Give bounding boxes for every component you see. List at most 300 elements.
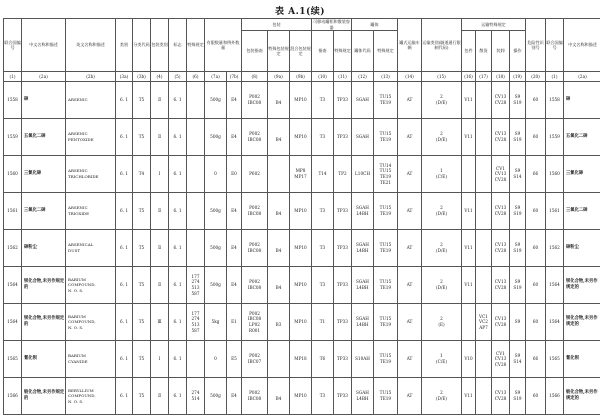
cell-tank-special: TP2 — [334, 156, 352, 193]
column-number: (10) — [312, 72, 334, 82]
cell-english-name: ARSENIC TRICHLORIDE — [66, 156, 116, 193]
cell-excepted-quantity: E4 — [227, 230, 242, 267]
cell-chinese-name: 砷粉尘 — [22, 230, 66, 267]
cell-packing-group: Ⅱ — [151, 230, 169, 267]
cell-tank-special-provisions: TU14 TU15 TE19 TE21 — [374, 156, 398, 193]
cell-transport-category: 2 (D/E) — [422, 82, 462, 119]
col-header-tank-special-provisions: 特殊规定 — [374, 31, 398, 72]
cell-transport-category: 2 (D/E) — [422, 119, 462, 156]
col-header-mixed-packing: 混合包装规定 — [290, 31, 312, 72]
cell-packing-instructions: P002 IBC08 LP02 R001 — [242, 304, 268, 341]
cell-special-packing: B4 — [268, 378, 290, 415]
cell-packing-instructions: P602 — [242, 156, 268, 193]
cell-operation-provision: S9 S19 — [510, 193, 526, 230]
table-row — [4, 230, 600, 267]
cell-bulk-provision — [476, 119, 492, 156]
cell-loading-provision: CV13 CV28 — [492, 267, 510, 304]
cell-class: 6. 1 — [116, 193, 133, 230]
cell-english-name: BARIUM CYANIDE — [66, 341, 116, 378]
cell-limited-quantity: 500g — [205, 193, 227, 230]
cell-packing-instructions: P002 IBC08 — [242, 119, 268, 156]
cell-operation-provision: S9 S19 — [510, 119, 526, 156]
cell-hazard-id: 60 — [526, 119, 546, 156]
cell-chinese-name: 砷 — [22, 82, 66, 119]
col-header-class: 类别 — [116, 19, 133, 72]
cell-chinese-name: 氰化钡 — [22, 341, 66, 378]
cell-mixed-packing: MP10 — [290, 267, 312, 304]
cell-limited-quantity: 0 — [205, 341, 227, 378]
cell-classification-code: T5 — [133, 119, 151, 156]
col-header-un-number-right: 联合国编号 — [546, 19, 564, 72]
cell-label: 6. 1 — [169, 267, 187, 304]
cell-bulk-provision — [476, 156, 492, 193]
cell-excepted-quantity: E5 — [227, 341, 242, 378]
cell-label: 6. 1 — [169, 156, 187, 193]
cell-classification-code: T5 — [133, 267, 151, 304]
col-header-chinese-name: 中文名称和描述 — [22, 19, 66, 72]
cell-packages-provision — [462, 304, 476, 341]
cell-un-number: 1562 — [4, 230, 22, 267]
cell-mixed-packing: MP10 — [290, 230, 312, 267]
cell-packing-instructions: P002 IBC08 — [242, 82, 268, 119]
cell-tank-instructions: T3 — [312, 193, 334, 230]
col-header-special-packing: 特殊包装规定 — [268, 31, 290, 72]
cell-packing-group: Ⅱ — [151, 378, 169, 415]
cell-limited-quantity: 500g — [205, 230, 227, 267]
column-number: (1) — [546, 72, 564, 82]
cell-bulk-provision — [476, 82, 492, 119]
cell-limited-quantity: 500g — [205, 378, 227, 415]
cell-un-number: 1561 — [4, 193, 22, 230]
cell-hazard-id: 60 — [526, 193, 546, 230]
cell-un-number-right: 1564 — [546, 267, 564, 304]
cell-packages-provision: V11 — [462, 267, 476, 304]
column-number: (15) — [422, 72, 462, 82]
cell-mixed-packing: MP10 — [290, 119, 312, 156]
cell-operation-provision: S9 S19 — [510, 230, 526, 267]
cell-tank-special: TP33 — [334, 341, 352, 378]
cell-un-number-right: 1558 — [546, 82, 564, 119]
cell-special-provisions — [187, 230, 205, 267]
cell-excepted-quantity: E4 — [227, 119, 242, 156]
col-header-special-provisions-transport: 运输特殊规定 — [462, 19, 526, 31]
cell-packages-provision — [462, 156, 476, 193]
table-row — [4, 82, 600, 119]
cell-loading-provision: CV1 CV13 CV28 — [492, 341, 510, 378]
cell-class: 6. 1 — [116, 304, 133, 341]
cell-un-number: 1560 — [4, 156, 22, 193]
column-number: (1) — [4, 72, 22, 82]
column-number: (18) — [492, 72, 510, 82]
cell-tank-special: TP33 — [334, 119, 352, 156]
cell-tank-vehicle: AT — [398, 341, 422, 378]
cell-un-number: 1559 — [4, 119, 22, 156]
cell-packing-instructions: P002 IBC08 — [242, 230, 268, 267]
table-row — [4, 304, 600, 341]
cell-bulk-provision — [476, 341, 492, 378]
cell-tank-code: SGAH L4BH — [352, 267, 374, 304]
column-number: (2b) — [66, 72, 116, 82]
cell-operation-provision: S9 S19 — [510, 267, 526, 304]
column-number: (16) — [462, 72, 476, 82]
cell-tank-vehicle: AT — [398, 119, 422, 156]
cell-bulk-provision: VC1 VC2 AP7 — [476, 304, 492, 341]
col-header-classification-code: 分类代码 — [133, 19, 151, 72]
cell-operation-provision: S9 S19 — [510, 378, 526, 415]
column-number: (3b) — [133, 72, 151, 82]
column-number: (5) — [169, 72, 187, 82]
cell-special-packing: B4 — [268, 193, 290, 230]
col-header-bulk: 散货 — [476, 31, 492, 72]
cell-transport-category: 1 (C/E) — [422, 341, 462, 378]
cell-tank-code: SGAH — [352, 119, 374, 156]
cell-packing-group: Ⅱ — [151, 119, 169, 156]
cell-class: 6. 1 — [116, 230, 133, 267]
col-header-packages: 包件 — [462, 31, 476, 72]
cell-class: 6. 1 — [116, 378, 133, 415]
col-header-packing-group: 包装类别 — [151, 19, 169, 72]
cell-special-provisions: 177 274 513 587 — [187, 304, 205, 341]
cell-tank-instructions: T3 — [312, 82, 334, 119]
cell-mixed-packing: MP10 — [290, 304, 312, 341]
cell-tank-special-provisions: TU15 TE19 — [374, 304, 398, 341]
cell-chinese-name: 钡化合物,未另作规定的 — [22, 267, 66, 304]
cell-special-packing: B4 — [268, 267, 290, 304]
cell-english-name: BERYLLIUM COMPOUND, N. O. S. — [66, 378, 116, 415]
cell-label: 6. 1 — [169, 82, 187, 119]
cell-classification-code: T5 — [133, 193, 151, 230]
cell-loading-provision: CV13 CV28 — [492, 230, 510, 267]
cell-tank-special: TP33 — [334, 82, 352, 119]
cell-special-packing: B3 — [268, 304, 290, 341]
cell-tank-code: SGAH — [352, 82, 374, 119]
cell-chinese-name-right: 钡化合物,未另作规定的 — [564, 304, 600, 341]
cell-transport-category: 1 (C/E) — [422, 156, 462, 193]
cell-label: 6. 1 — [169, 304, 187, 341]
col-header-tank-vehicle: 罐式运输车辆 — [398, 19, 422, 72]
dangerous-goods-table — [3, 18, 600, 415]
cell-un-number: 1564 — [4, 304, 22, 341]
col-header-transport-category: 运输类别(隧道通行限制代码) — [422, 19, 462, 72]
cell-packages-provision: V10 — [462, 341, 476, 378]
cell-label: 6. 1 — [169, 230, 187, 267]
cell-packages-provision: V11 — [462, 193, 476, 230]
cell-tank-special: TP33 — [334, 230, 352, 267]
cell-classification-code: T5 — [133, 341, 151, 378]
column-number: (17) — [476, 72, 492, 82]
cell-classification-code: T5 — [133, 230, 151, 267]
cell-loading-provision: CV13 CV28 — [492, 304, 510, 341]
cell-tank-special-provisions: TU15 TE19 — [374, 193, 398, 230]
col-header-special-provisions: 特殊规定 — [187, 19, 205, 72]
cell-mixed-packing: MP10 — [290, 82, 312, 119]
cell-tank-vehicle: AT — [398, 156, 422, 193]
cell-class: 6. 1 — [116, 82, 133, 119]
cell-special-packing: B4 — [268, 82, 290, 119]
cell-loading-provision: CV1 CV13 CV28 — [492, 156, 510, 193]
cell-class: 6. 1 — [116, 267, 133, 304]
cell-un-number: 1566 — [4, 378, 22, 415]
table-row — [4, 119, 600, 156]
cell-un-number: 1558 — [4, 82, 22, 119]
column-number: (7b) — [227, 72, 242, 82]
table-row — [4, 341, 600, 378]
cell-transport-category: 2 (D/E) — [422, 267, 462, 304]
cell-bulk-provision — [476, 230, 492, 267]
cell-class: 6. 1 — [116, 119, 133, 156]
cell-tank-vehicle: AT — [398, 304, 422, 341]
cell-tank-instructions: T3 — [312, 267, 334, 304]
cell-packing-instructions: P002 IBC08 — [242, 267, 268, 304]
cell-special-provisions — [187, 341, 205, 378]
cell-loading-provision: CV13 CV28 — [492, 82, 510, 119]
cell-classification-code: T5 — [133, 82, 151, 119]
cell-classification-code: T4 — [133, 156, 151, 193]
cell-chinese-name: 三氯化砷 — [22, 156, 66, 193]
cell-tank-special: TP33 — [334, 267, 352, 304]
cell-excepted-quantity: E1 — [227, 304, 242, 341]
col-header-operation: 操作 — [510, 31, 526, 72]
cell-chinese-name-right: 三氧化二砷 — [564, 193, 600, 230]
col-header-english-name: 英文名称和描述 — [66, 19, 116, 72]
cell-un-number-right: 1561 — [546, 193, 564, 230]
column-number: (3a) — [116, 72, 133, 82]
cell-special-provisions — [187, 119, 205, 156]
cell-packing-instructions: P002 IBC08 — [242, 378, 268, 415]
col-header-labels: 标志 — [169, 19, 187, 72]
cell-packages-provision: V11 — [462, 82, 476, 119]
cell-chinese-name-right: 砷 — [564, 82, 600, 119]
cell-special-packing: B4 — [268, 119, 290, 156]
cell-hazard-id: 60 — [526, 378, 546, 415]
cell-english-name: BARIUM COMPOUND, N. O. S. — [66, 304, 116, 341]
col-header-un-number: 联合国编号 — [4, 19, 22, 72]
cell-packing-instructions: P002 IBC08 — [242, 193, 268, 230]
cell-packages-provision: V11 — [462, 230, 476, 267]
column-number: (14) — [398, 72, 422, 82]
cell-label: 6. 1 — [169, 193, 187, 230]
cell-packages-provision: V11 — [462, 378, 476, 415]
column-number: (2a) — [564, 72, 600, 82]
column-number: (20) — [526, 72, 546, 82]
cell-un-number-right: 1560 — [546, 156, 564, 193]
col-header-packing-instructions: 包装指南 — [242, 31, 268, 72]
cell-transport-category: 2 (D/E) — [422, 193, 462, 230]
cell-bulk-provision — [476, 267, 492, 304]
cell-tank-special: TP33 — [334, 378, 352, 415]
cell-special-packing — [268, 156, 290, 193]
cell-limited-quantity: 0 — [205, 156, 227, 193]
cell-limited-quantity: 500g — [205, 119, 227, 156]
cell-loading-provision: CV13 CV28 — [492, 119, 510, 156]
cell-chinese-name: 三氧化二砷 — [22, 193, 66, 230]
cell-chinese-name-right: 铍化合物,未另作规定的 — [564, 378, 600, 415]
cell-mixed-packing: MP10 — [290, 378, 312, 415]
cell-tank-special-provisions: TU15 TE19 — [374, 341, 398, 378]
cell-tank-vehicle: AT — [398, 378, 422, 415]
col-header-tank-special: 特殊规定 — [334, 31, 352, 72]
table-body — [4, 82, 600, 415]
cell-english-name: BARIUM COMPOUND, N. O. S. — [66, 267, 116, 304]
column-number: (12) — [352, 72, 374, 82]
cell-english-name: ARSENIC — [66, 82, 116, 119]
table-title: 表 A.1(续) — [0, 4, 600, 17]
cell-special-packing — [268, 341, 290, 378]
cell-packing-group: Ⅱ — [151, 193, 169, 230]
cell-limited-quantity: 500g — [205, 267, 227, 304]
table-row — [4, 267, 600, 304]
cell-limited-quantity: 5kg — [205, 304, 227, 341]
cell-loading-provision: CV13 CV28 — [492, 193, 510, 230]
cell-excepted-quantity: E4 — [227, 82, 242, 119]
cell-packing-group: Ⅰ — [151, 341, 169, 378]
cell-tank-instructions: T3 — [312, 230, 334, 267]
cell-english-name: ARSENIC TRIOXIDE — [66, 193, 116, 230]
cell-tank-instructions: T1 — [312, 304, 334, 341]
cell-packages-provision: V11 — [462, 119, 476, 156]
cell-special-provisions — [187, 156, 205, 193]
cell-mixed-packing: MP8 MP17 — [290, 156, 312, 193]
cell-operation-provision: S9 S19 — [510, 82, 526, 119]
cell-limited-quantity: 500g — [205, 82, 227, 119]
col-header-chinese-name-right: 中文名称和描述 — [564, 19, 600, 72]
cell-chinese-name-right: 砷粉尘 — [564, 230, 600, 267]
cell-chinese-name: 铍化合物,未另作规定的 — [22, 378, 66, 415]
col-header-tank: 罐体 — [352, 19, 398, 31]
cell-un-number: 1564 — [4, 267, 22, 304]
cell-hazard-id: 66 — [526, 156, 546, 193]
cell-tank-code: L10CH — [352, 156, 374, 193]
cell-loading-provision: CV13 CV28 — [492, 378, 510, 415]
cell-excepted-quantity: E0 — [227, 156, 242, 193]
cell-tank-instructions: T14 — [312, 156, 334, 193]
cell-packing-group: Ⅱ — [151, 82, 169, 119]
cell-packing-group: Ⅰ — [151, 156, 169, 193]
cell-chinese-name-right: 五氧化二砷 — [564, 119, 600, 156]
cell-operation-provision: S9 S14 — [510, 341, 526, 378]
cell-operation-provision: S9 S14 — [510, 156, 526, 193]
column-number: (9b) — [290, 72, 312, 82]
cell-transport-category: 2 (E) — [422, 304, 462, 341]
col-header-portable-tanks: 可移动罐柜和散装容器 — [312, 19, 352, 31]
cell-tank-special: TP33 — [334, 193, 352, 230]
column-number: (13) — [374, 72, 398, 82]
cell-bulk-provision — [476, 193, 492, 230]
column-number: (4) — [151, 72, 169, 82]
column-number-row — [4, 72, 600, 82]
cell-tank-instructions: T3 — [312, 378, 334, 415]
cell-un-number: 1565 — [4, 341, 22, 378]
cell-excepted-quantity: E4 — [227, 378, 242, 415]
cell-label: 6. 1 — [169, 119, 187, 156]
col-header-loading: 装卸 — [492, 31, 510, 72]
cell-tank-code: SGAH L4BH — [352, 193, 374, 230]
column-number: (9a) — [268, 72, 290, 82]
cell-mixed-packing: MP10 — [290, 193, 312, 230]
column-number: (11) — [334, 72, 352, 82]
table-row — [4, 193, 600, 230]
column-number: (2a) — [22, 72, 66, 82]
cell-packing-group: Ⅱ — [151, 267, 169, 304]
col-header-tank-code: 罐体代码 — [352, 31, 374, 72]
cell-un-number-right: 1559 — [546, 119, 564, 156]
cell-special-provisions — [187, 82, 205, 119]
cell-label: 6. 1 — [169, 341, 187, 378]
cell-tank-code: SGAH L4BH — [352, 378, 374, 415]
cell-excepted-quantity: E4 — [227, 267, 242, 304]
cell-class: 6. 1 — [116, 156, 133, 193]
cell-hazard-id: 60 — [526, 304, 546, 341]
cell-tank-vehicle: AT — [398, 230, 422, 267]
cell-transport-category: 2 (D/E) — [422, 230, 462, 267]
cell-hazard-id: 60 — [526, 82, 546, 119]
cell-tank-special-provisions: TU15 TE19 — [374, 267, 398, 304]
cell-hazard-id: 60 — [526, 230, 546, 267]
cell-class: 6. 1 — [116, 341, 133, 378]
column-number: (8) — [242, 72, 268, 82]
column-number: (19) — [510, 72, 526, 82]
cell-packing-group: Ⅲ — [151, 304, 169, 341]
cell-tank-special-provisions: TU15 TE19 — [374, 230, 398, 267]
cell-special-provisions: 274 514 — [187, 378, 205, 415]
cell-transport-category: 2 (D/E) — [422, 378, 462, 415]
cell-special-provisions — [187, 193, 205, 230]
cell-tank-special: TP33 — [334, 304, 352, 341]
cell-un-number-right: 1562 — [546, 230, 564, 267]
cell-packing-instructions: P002 IBC07 — [242, 341, 268, 378]
cell-tank-vehicle: AT — [398, 267, 422, 304]
cell-chinese-name: 五氧化二砷 — [22, 119, 66, 156]
cell-un-number-right: 1565 — [546, 341, 564, 378]
cell-chinese-name-right: 三氯化砷 — [564, 156, 600, 193]
col-header-limited-quantities: 有限数量和例外数量 — [205, 19, 242, 72]
cell-tank-vehicle: AT — [398, 82, 422, 119]
cell-excepted-quantity: E4 — [227, 193, 242, 230]
cell-tank-special-provisions: TU15 TE19 — [374, 378, 398, 415]
col-header-tank-instructions: 指南 — [312, 31, 334, 72]
cell-tank-vehicle: AT — [398, 193, 422, 230]
cell-chinese-name: 钡化合物,未另作规定的 — [22, 304, 66, 341]
column-number: (6) — [187, 72, 205, 82]
cell-classification-code: T5 — [133, 304, 151, 341]
column-number: (7a) — [205, 72, 227, 82]
cell-mixed-packing: MP18 — [290, 341, 312, 378]
cell-tank-special-provisions: TU15 TE19 — [374, 82, 398, 119]
cell-english-name: ARSENICAL DUST — [66, 230, 116, 267]
cell-chinese-name-right: 钡化合物,未另作规定的 — [564, 267, 600, 304]
cell-tank-special-provisions: TU15 TE19 — [374, 119, 398, 156]
cell-classification-code: T5 — [133, 378, 151, 415]
cell-tank-code: SGAH L4BH — [352, 230, 374, 267]
cell-operation-provision: S9 — [510, 304, 526, 341]
cell-special-provisions: 177 274 513 587 — [187, 267, 205, 304]
col-header-packaging: 包装 — [242, 19, 312, 31]
cell-tank-instructions: T6 — [312, 341, 334, 378]
cell-hazard-id: 66 — [526, 341, 546, 378]
cell-special-packing: B4 — [268, 230, 290, 267]
cell-hazard-id: 60 — [526, 267, 546, 304]
cell-label: 6. 1 — [169, 378, 187, 415]
cell-english-name: ARSENIC PENTOXIDE — [66, 119, 116, 156]
cell-un-number-right: 1566 — [546, 378, 564, 415]
cell-tank-instructions: T3 — [312, 119, 334, 156]
cell-un-number-right: 1564 — [546, 304, 564, 341]
table-row — [4, 156, 600, 193]
cell-tank-code: S10AH — [352, 341, 374, 378]
col-header-hazard-id: 危险性识别号 — [526, 19, 546, 72]
cell-chinese-name-right: 氰化钡 — [564, 341, 600, 378]
cell-tank-code: SGAH L4BH — [352, 304, 374, 341]
